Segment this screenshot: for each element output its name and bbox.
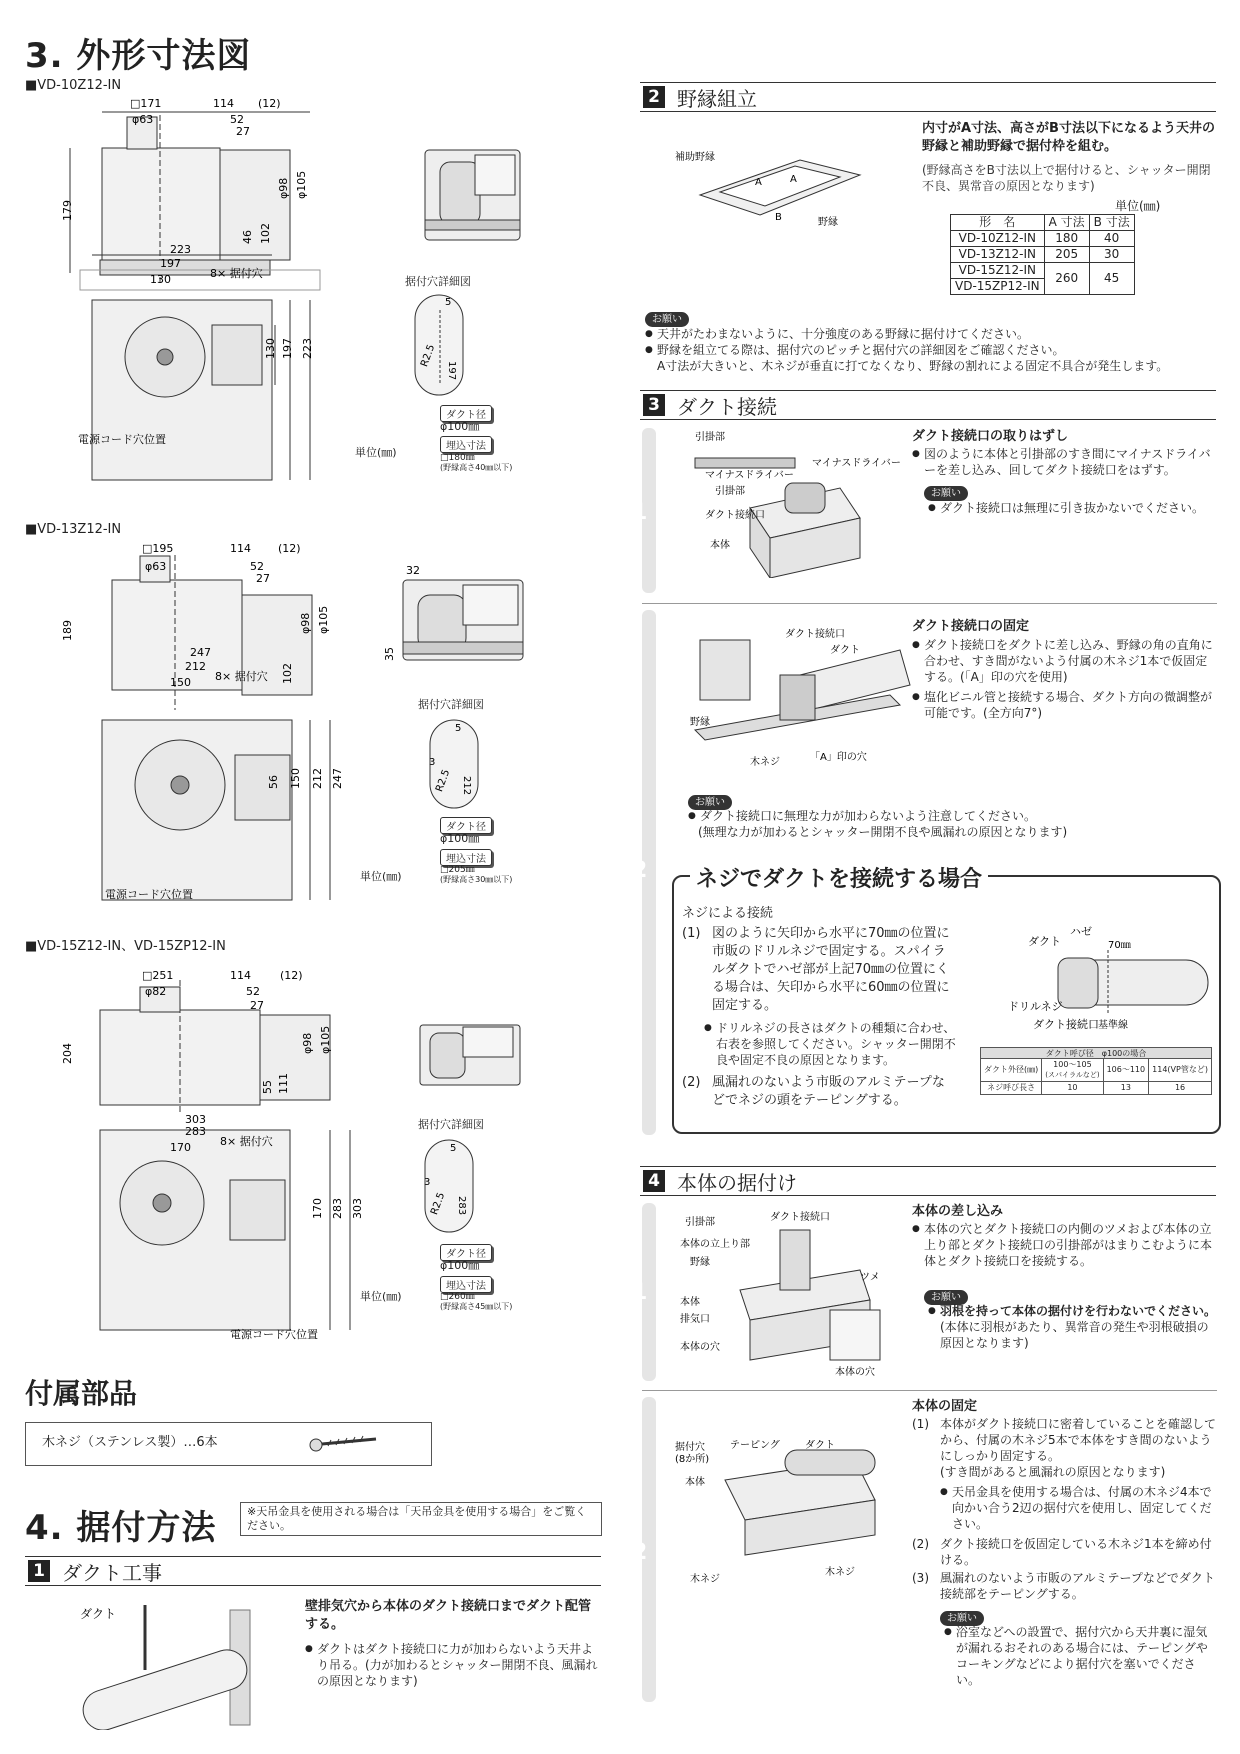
svg-text:5: 5 (445, 297, 452, 308)
svg-text:引掛部: 引掛部 (685, 1217, 715, 1228)
noen-unit: 単位(㎜) (1115, 199, 1161, 213)
svg-text:35: 35 (383, 647, 396, 661)
accessories-box (25, 1422, 432, 1466)
svg-text:□195: □195 (142, 542, 174, 555)
svg-text:B: B (775, 212, 782, 223)
svg-text:A: A (755, 177, 762, 188)
svg-text:野縁: 野縁 (690, 717, 710, 728)
m1-v2: 197 (281, 338, 294, 359)
m3-hole-detail (420, 1135, 480, 1240)
svg-text:据付穴: 据付穴 (675, 1442, 705, 1453)
svg-text:φ63: φ63 (145, 560, 167, 573)
svg-text:本体の穴: 本体の穴 (835, 1367, 875, 1378)
svg-text:本体: 本体 (710, 540, 730, 551)
svg-text:□251: □251 (142, 969, 174, 982)
noen-onegai: お願い (645, 312, 689, 327)
svg-text:排気口: 排気口 (680, 1314, 710, 1325)
m1-phi105: φ105 (295, 170, 308, 199)
m1-cord: 電源コード穴位置 (78, 433, 166, 446)
svg-text:φ98: φ98 (299, 612, 312, 634)
model1-name: ■VD-10Z12-IN (25, 78, 122, 93)
svg-text:212: 212 (311, 768, 324, 789)
wood-screw-icon (306, 1433, 386, 1453)
svg-text:283: 283 (456, 1196, 467, 1216)
m1-w: □171 (130, 97, 162, 110)
svg-text:27: 27 (250, 999, 264, 1012)
svg-text:52: 52 (246, 985, 260, 998)
m1-v3: 223 (301, 338, 314, 359)
model1-drawing (50, 95, 450, 505)
svg-text:32: 32 (406, 564, 420, 577)
svg-text:ダクト接続口: ダクト接続口 (770, 1212, 830, 1223)
m1-hole-detail (410, 290, 470, 400)
svg-text:303: 303 (351, 1198, 364, 1219)
m1-b3: 130 (150, 273, 171, 286)
m1-d27: 27 (236, 125, 250, 138)
noen-paren: (野縁高さをB寸法以上で据付けると、シャッター開閉不良、異常音の原因となります) (922, 163, 1211, 193)
m1-embed-val: □180㎜ (440, 453, 475, 463)
svg-text:φ82: φ82 (145, 985, 167, 998)
svg-text:283: 283 (331, 1198, 344, 1219)
svg-text:引掛部: 引掛部 (715, 486, 745, 497)
svg-text:本体の穴: 本体の穴 (680, 1342, 720, 1353)
svg-text:補助野縁: 補助野縁 (675, 152, 715, 163)
screw-subhead: ネジによる接続 (682, 906, 774, 921)
svg-text:マイナスドライバー: マイナスドライバー (705, 470, 794, 481)
svg-text:引掛部: 引掛部 (695, 432, 725, 443)
svg-text:基準線: 基準線 (1098, 1020, 1128, 1031)
svg-text:55: 55 (261, 1080, 274, 1094)
svg-text:27: 27 (256, 572, 270, 585)
svg-text:ダクト: ダクト (80, 1607, 117, 1621)
section4-note: ※天吊金具を使用される場合は「天吊金具を使用する場合」をご覧ください。 (240, 1502, 602, 1536)
svg-text:52: 52 (250, 560, 264, 573)
svg-text:木ネジ: 木ネジ (750, 757, 780, 768)
svg-text:283: 283 (185, 1125, 206, 1138)
svg-text:R2.5: R2.5 (419, 343, 438, 369)
svg-text:R2.5: R2.5 (429, 1191, 448, 1217)
model2-side (378, 560, 528, 670)
svg-text:197: 197 (446, 361, 457, 381)
accessories-title: 付属部品 (25, 1377, 138, 1410)
noen-bullet-sub: A寸法が大きいと、木ネジが垂直に打てなくなり、野縁の割れによる固定不具合が発生します。 (657, 359, 1169, 373)
body-bar: 4 本体の据付け (640, 1166, 1216, 1196)
svg-text:木ネジ: 木ネジ (690, 1574, 720, 1585)
svg-text:ツメ: ツメ (860, 1272, 880, 1283)
svg-text:56: 56 (267, 775, 280, 789)
svg-text:マイナスドライバー: マイナスドライバー (812, 458, 901, 469)
svg-text:204: 204 (61, 1043, 74, 1064)
svg-text:野縁: 野縁 (690, 1257, 710, 1268)
svg-text:5: 5 (450, 1143, 457, 1154)
duct-work-figure (70, 1600, 270, 1730)
model3-name: ■VD-15Z12-IN、VD-15ZP12-IN (25, 939, 226, 954)
svg-text:ハゼ: ハゼ (1070, 925, 1092, 938)
noen-bar: 2 野縁組立 (640, 82, 1216, 112)
svg-text:212: 212 (461, 776, 472, 796)
m1-d1: 114 (213, 97, 234, 110)
step1-bar: 1 ダクト工事 (25, 1556, 601, 1586)
svg-text:(12): (12) (278, 542, 301, 555)
m2-hole-label: 据付穴詳細図 (418, 698, 484, 711)
svg-text:111: 111 (277, 1073, 290, 1094)
m1-d102: 102 (259, 223, 272, 244)
m1-hole-label: 据付穴詳細図 (405, 275, 471, 288)
svg-text:ダクト: ダクト (805, 1440, 835, 1451)
svg-text:170: 170 (311, 1198, 324, 1219)
svg-text:70㎜: 70㎜ (1108, 940, 1131, 951)
accessories-item: 木ネジ（ステンレス製）…6本 (42, 1435, 218, 1450)
screw-box-title: ネジでダクトを接続する場合 (690, 862, 988, 893)
svg-text:ダクト: ダクト (830, 645, 860, 656)
m1-duct-val: φ100㎜ (440, 420, 480, 433)
section4-title: 4. 据付方法 (25, 1508, 217, 1548)
svg-text:102: 102 (281, 663, 294, 684)
svg-text:φ105: φ105 (317, 605, 330, 634)
duct-s1-figure (690, 428, 920, 578)
svg-text:3: 3 (424, 1177, 431, 1188)
svg-text:3: 3 (429, 757, 436, 768)
m1-h: 179 (61, 200, 74, 221)
m1-d52: 52 (230, 113, 244, 126)
model3-drawing (50, 955, 410, 1345)
model2-name: ■VD-13Z12-IN (25, 522, 122, 537)
m1-d46: 46 (241, 230, 254, 244)
svg-text:野縁: 野縁 (818, 217, 838, 228)
body-s2-figure (675, 1440, 900, 1590)
m2-hole-detail (425, 715, 485, 815)
svg-text:R2.5: R2.5 (434, 768, 453, 794)
svg-text:ダクト接続口: ダクト接続口 (705, 510, 765, 521)
svg-text:本体: 本体 (685, 1477, 705, 1488)
noen-table: 形 名 A 寸法 B 寸法 VD-10Z12-IN 180 40 VD-13Z12-IN 205 30 VD-15Z12-IN 260 45 VD-15ZP12-IN (950, 214, 1135, 295)
noen-figure (670, 140, 870, 235)
svg-text:本体: 本体 (680, 1297, 700, 1308)
model1-side (420, 140, 530, 250)
svg-text:木ネジ: 木ネジ (825, 1567, 855, 1578)
svg-text:電源コード穴位置: 電源コード穴位置 (230, 1328, 318, 1341)
svg-text:ドリルネジ: ドリルネジ (1008, 1000, 1063, 1013)
body-s1-heading: 本体の差し込み (912, 1204, 1004, 1219)
section3-title: 3. 外形寸法図 (25, 36, 252, 76)
body-s2-heading: 本体の固定 (912, 1399, 978, 1414)
svg-text:φ105: φ105 (319, 1025, 332, 1054)
duct-bar: 3 ダクト接続 (640, 390, 1216, 420)
m1-v1: 130 (264, 338, 277, 359)
svg-text:(8か所): (8か所) (675, 1454, 710, 1465)
m1-holes: 8× 据付穴 (210, 267, 263, 280)
svg-text:8× 据付穴: 8× 据付穴 (215, 670, 268, 683)
m1-d2: (12) (258, 97, 281, 110)
svg-text:170: 170 (170, 1141, 191, 1154)
step1-bullet: ● ダクトはダクト接続口に力が加わらないよう天井より吊る。(力が加わるとシャッター開閉不良、風漏れの原因となります) (305, 1641, 603, 1689)
screw-table-title: ダクト呼び径 φ100の場合 (980, 1047, 1212, 1059)
svg-text:150: 150 (289, 768, 302, 789)
svg-text:247: 247 (190, 646, 211, 659)
step1-lead: 壁排気穴から本体のダクト接続口までダクト配管する。 (305, 1599, 592, 1632)
svg-text:「A」印の穴: 「A」印の穴 (810, 752, 867, 763)
m1-unit: 単位(㎜) (355, 446, 397, 459)
svg-text:φ98: φ98 (301, 1032, 314, 1054)
svg-text:8× 据付穴: 8× 据付穴 (220, 1135, 273, 1148)
svg-text:212: 212 (185, 660, 206, 673)
svg-text:303: 303 (185, 1113, 206, 1126)
m1-duct-tag: ダクト径 (440, 405, 492, 422)
svg-text:189: 189 (61, 620, 74, 641)
svg-text:テーピング: テーピング (730, 1440, 780, 1451)
svg-text:A: A (790, 174, 797, 185)
m1-embed-note: (野縁高さ40㎜以下) (440, 463, 513, 472)
duct-s2-figure (690, 625, 920, 775)
m1-b2: 197 (160, 257, 181, 270)
duct-s2-heading: ダクト接続口の固定 (912, 619, 1030, 634)
m1-b1: 223 (170, 243, 191, 256)
svg-text:114: 114 (230, 542, 251, 555)
duct-s1-heading: ダクト接続口の取りはずし (912, 429, 1069, 444)
noen-lead: 内寸がA寸法、高さがB寸法以下になるよう天井の野縁と補助野縁で据付枠を組む。 (922, 121, 1215, 154)
svg-text:ダクト接続口: ダクト接続口 (1033, 1018, 1099, 1031)
m1-phi98: φ98 (277, 177, 290, 199)
screw-item2: 風漏れのないよう市販のアルミテープなどでネジの頭をテーピングする。 (712, 1075, 945, 1108)
svg-text:150: 150 (170, 676, 191, 689)
svg-text:本体の立上り部: 本体の立上り部 (680, 1239, 750, 1250)
svg-text:247: 247 (331, 768, 344, 789)
screw-item1: 図のように矢印から水平に70㎜の位置に市販のドリルネジで固定する。スパイラルダクトでハゼ部が上記70㎜の位置にくる場合は、矢印から水平に60㎜の位置に固定する。 (712, 926, 950, 1013)
svg-text:5: 5 (455, 723, 462, 734)
m1-embed-tag: 埋込寸法 (440, 436, 492, 453)
svg-text:(12): (12) (280, 969, 303, 982)
svg-text:ダクト: ダクト (1028, 935, 1061, 948)
svg-text:114: 114 (230, 969, 251, 982)
model3-side (418, 1015, 528, 1095)
svg-text:電源コード穴位置: 電源コード穴位置 (105, 888, 193, 901)
screw-table: ダクト外径(㎜) 100〜105 (スパイラルなど) 106〜110 114(VP管など) ネジ呼び長さ 10 13 16 (980, 1058, 1212, 1095)
body-s1-figure (680, 1210, 895, 1385)
svg-text:ダクト接続口: ダクト接続口 (785, 629, 845, 640)
m1-phi-top: φ63 (132, 113, 154, 126)
screw-figure (1008, 920, 1213, 1040)
